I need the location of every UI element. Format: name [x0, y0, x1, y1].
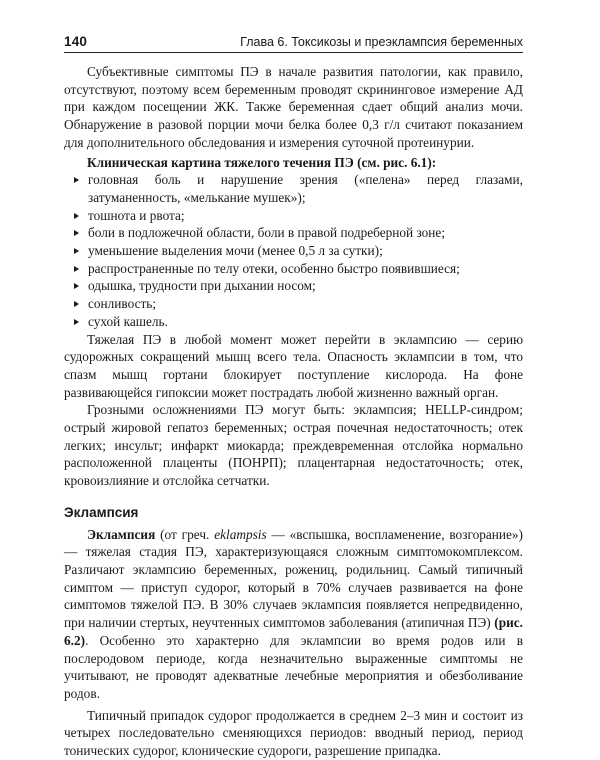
page-number: 140 — [64, 34, 88, 49]
list-item: боли в подложечной области, боли в правой подреберной зоне; — [88, 224, 523, 242]
paragraph-complications: Грозными осложнениями ПЭ могут быть: эклампсия; HELLP-синдром; острый жировой гепатоз беременных; острая почечная недостаточность; отек легких; инсульт; инфаркт миокарда; преждевременная отслойка нормально расположенной плаценты (ПОНРП); плацентарная недостаточность; отек, кровоизлияние и отслойка сетчатки. — [64, 402, 523, 489]
paragraph-eclampsia-definition — [64, 526, 523, 703]
symptom-list — [64, 171, 523, 330]
paragraph-seizure: Типичный припадок судорог продолжается в среднем 2–3 мин и состоит из четырех последовательно сменяющихся периодов: вводный период, период тонических судорог, клонические судороги, разрешение припадка. — [64, 707, 523, 759]
figure-reference: (рис. 6.2) — [64, 615, 523, 648]
list-item: тошнота и рвота; — [88, 207, 523, 225]
chapter-title: Глава 6. Токсикозы и преэклампсия беременных — [240, 35, 523, 49]
paragraph-eclampsia-risk: Тяжелая ПЭ в любой момент может перейти в эклампсию — серию судорожных сокращений мышц всего тела. Опасность эклампсии в том, что спазм мышц гортани блокирует поступление кислорода. На фоне развивающейся гипоксии может пострадать любой жизненно важный орган. — [64, 331, 523, 400]
definition-text: . Особенно это характерно для эклампсии во время родов или в послеродовом периоде, когда незначительно выраженные симптомы не учитывают, не проводят адекватные лечебные мероприятия и обезболивание родов. — [64, 632, 523, 701]
list-item: уменьшение выделения мочи (менее 0,5 л за сутки); — [88, 242, 523, 260]
list-item: одышка, трудности при дыхании носом; — [88, 277, 523, 295]
running-head — [64, 34, 523, 53]
body-text — [64, 63, 523, 760]
definition-text: (от греч. — [155, 526, 215, 542]
list-item: сухой кашель. — [88, 313, 523, 331]
definition-text: — «вспышка, воспламенение, возгорание») — тяжелая стадия ПЭ, характеризующаяся сложным симптомокомплексом. Различают эклампсию беременных, рожениц, родильниц. Самый типичный симптом — приступ судорог, который в 70% случаев развивается на фоне симптомов тяжелой ПЭ. В 30% случаев эклампсия появляется непредвиденно, при наличии стертых, неучтенных симптомов заболевания (атипичная ПЭ) — [64, 526, 523, 631]
list-item: сонливость; — [88, 295, 523, 313]
paragraph-intro: Субъективные симптомы ПЭ в начале развития патологии, как правило, отсутствуют, поэтому всем беременным проводят скрининговое измерение АД при каждом посещении ЖК. Также беременная сдает общий анализ мочи. Обнаружение в разовой порции мочи белка более 0,3 г/л считают показанием для дополнительного обследования и измерения суточной протеинурии. — [64, 64, 523, 150]
list-item: головная боль и нарушение зрения («пелена» перед глазами, затуманенность, «мелькание мушек»); — [88, 172, 523, 205]
list-item: распространенные по телу отеки, особенно быстро появившиеся; — [88, 260, 523, 278]
term-eclampsia: Эклампсия — [87, 526, 156, 542]
list-heading: Клиническая картина тяжелого течения ПЭ (см. рис. 6.1): — [87, 154, 437, 170]
greek-term: eklampsis — [214, 526, 267, 542]
section-heading-eclampsia: Эклампсия — [64, 504, 139, 520]
